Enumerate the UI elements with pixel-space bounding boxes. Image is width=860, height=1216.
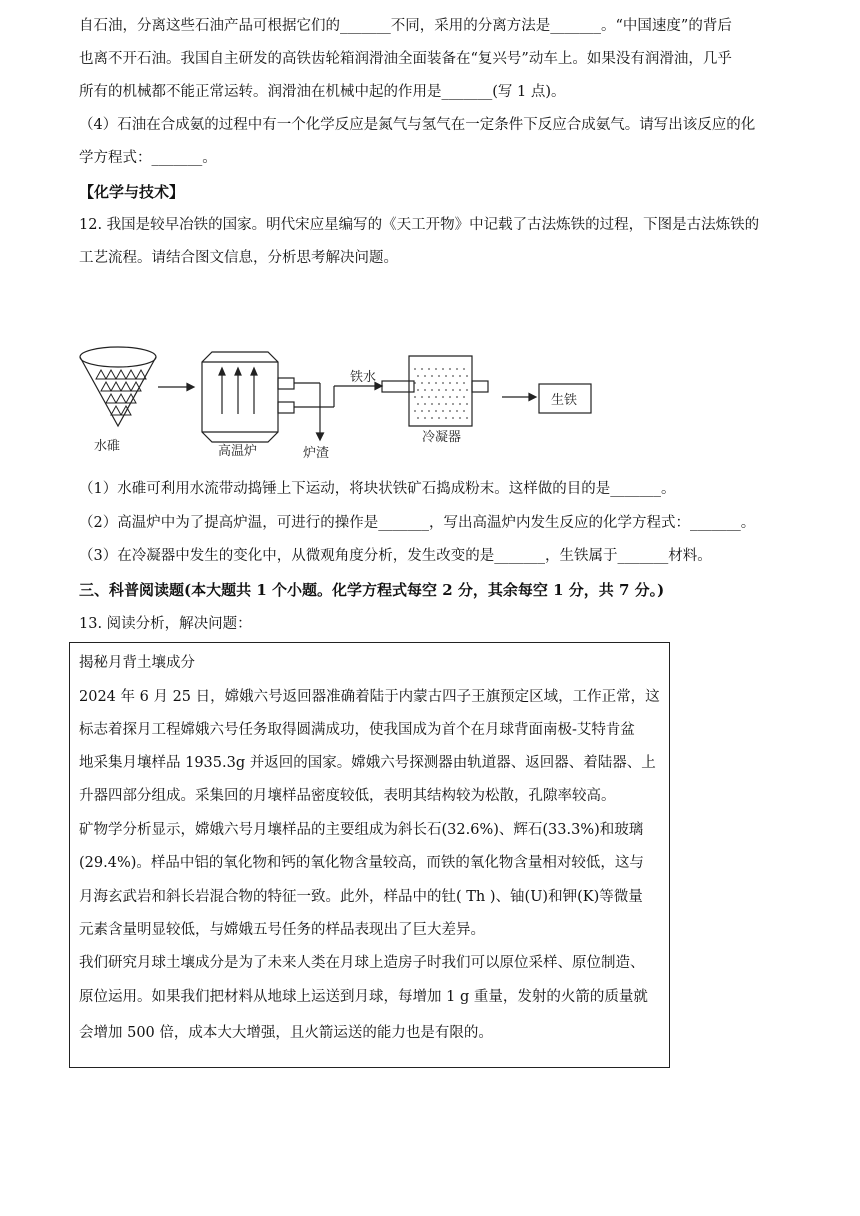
text-line: 所有的机械都不能正常运转。润滑油在机械中起的作用是_______(写 1 点)。 (79, 84, 566, 100)
passage-title: 揭秘月背土壤成分 (79, 655, 195, 671)
label-furnace: 高温炉 (218, 444, 258, 459)
arrow-icon (502, 394, 536, 401)
passage-line: 升器四部分组成。采集回的月壤样品密度较低，表明其结构较为松散，孔隙率较高。 (79, 788, 616, 804)
passage-line: 标志着探月工程嫦娥六号任务取得圆满成功，使我国成为首个在月球背面南极-艾特肯盆 (79, 722, 635, 738)
question-4: （4）石油在合成氨的过程中有一个化学反应是氮气与氢气在一定条件下反应合成氨气。请写出该反应的化 (79, 117, 756, 133)
water-hammer-icon (80, 347, 156, 426)
passage-line: (29.4%)。样品中铝的氧化物和钙的氧化物含量较高，而铁的氧化物含量相对较低，这与 (79, 855, 644, 871)
question-13: 13. 阅读分析，解决问题： (79, 616, 252, 632)
text-line: 学方程式：_______。 (79, 150, 217, 166)
condenser-icon (382, 356, 488, 426)
passage-line: 会增加 500 倍，成本大大增强，且火箭运送的能力也是有限的。 (79, 1025, 493, 1041)
text-line: 也离不开石油。我国自主研发的高铁齿轮箱润滑油全面装备在“复兴号”动车上。如果没有润滑油，几乎 (79, 51, 732, 67)
question-12-2: （2）高温炉中为了提高炉温，可进行的操作是_______，写出高温炉内发生反应的化学方程式：_______。 (79, 515, 756, 531)
text-line: 工艺流程。请结合图文信息，分析思考解决问题。 (79, 250, 398, 266)
question-12: 12. 我国是较早冶铁的国家。明代宋应星编写的《天工开物》中记载了古法炼铁的过程，下图是古法炼铁的 (79, 217, 760, 233)
passage-line: 元素含量明显较低，与嫦娥五号任务的样品表现出了巨大差异。 (79, 922, 485, 938)
reading-passage-box (69, 642, 670, 1068)
arrow-icon (158, 384, 194, 391)
passage-line: 原位运用。如果我们把材料从地球上运送到月球，每增加 1 g 重量，发射的火箭的质量就 (79, 989, 648, 1005)
section-heading-chem-tech: 【化学与技术】 (79, 183, 185, 201)
text-line: 自石油，分离这些石油产品可根据它们的_______不同，采用的分离方法是_______。“中国速度”的背后 (79, 18, 732, 34)
label-water-hammer: 水碓 (94, 439, 121, 454)
passage-line: 我们研究月球土壤成分是为了未来人类在月球上造房子时我们可以原位采样、原位制造、 (79, 955, 645, 971)
question-12-1: （1）水碓可利用水流带动捣锤上下运动，将块状铁矿石捣成粉末。这样做的目的是_______。 (79, 481, 676, 497)
passage-line: 月海玄武岩和斜长岩混合物的特征一致。此外，样品中的钍( Th )、铀(U)和钾(K)等微量 (79, 889, 643, 905)
label-pig-iron: 生铁 (551, 393, 578, 408)
passage-line: 地采集月壤样品 1935.3g 并返回的国家。嫦娥六号探测器由轨道器、返回器、着陆器、上 (79, 755, 656, 771)
label-slag: 炉渣 (303, 446, 330, 461)
label-condenser: 冷凝器 (422, 430, 462, 445)
passage-line: 2024 年 6 月 25 日，嫦娥六号返回器准确着陆于内蒙古四子王旗预定区域，工作正常，这 (79, 689, 660, 705)
iron-smelting-diagram (72, 344, 612, 468)
passage-line: 矿物学分析显示，嫦娥六号月壤样品的主要组成为斜长石(32.6%)、辉石(33.3%)和玻璃 (79, 822, 644, 838)
label-molten-iron: 铁水 (350, 370, 377, 385)
furnace-icon (202, 352, 382, 442)
question-12-3: （3）在冷凝器中发生的变化中，从微观角度分析，发生改变的是_______，生铁属于_______材料。 (79, 548, 712, 564)
section-heading-reading: 三、科普阅读题(本大题共 1 个小题。化学方程式每空 2 分，其余每空 1 分，共 7 分。) (79, 581, 665, 599)
